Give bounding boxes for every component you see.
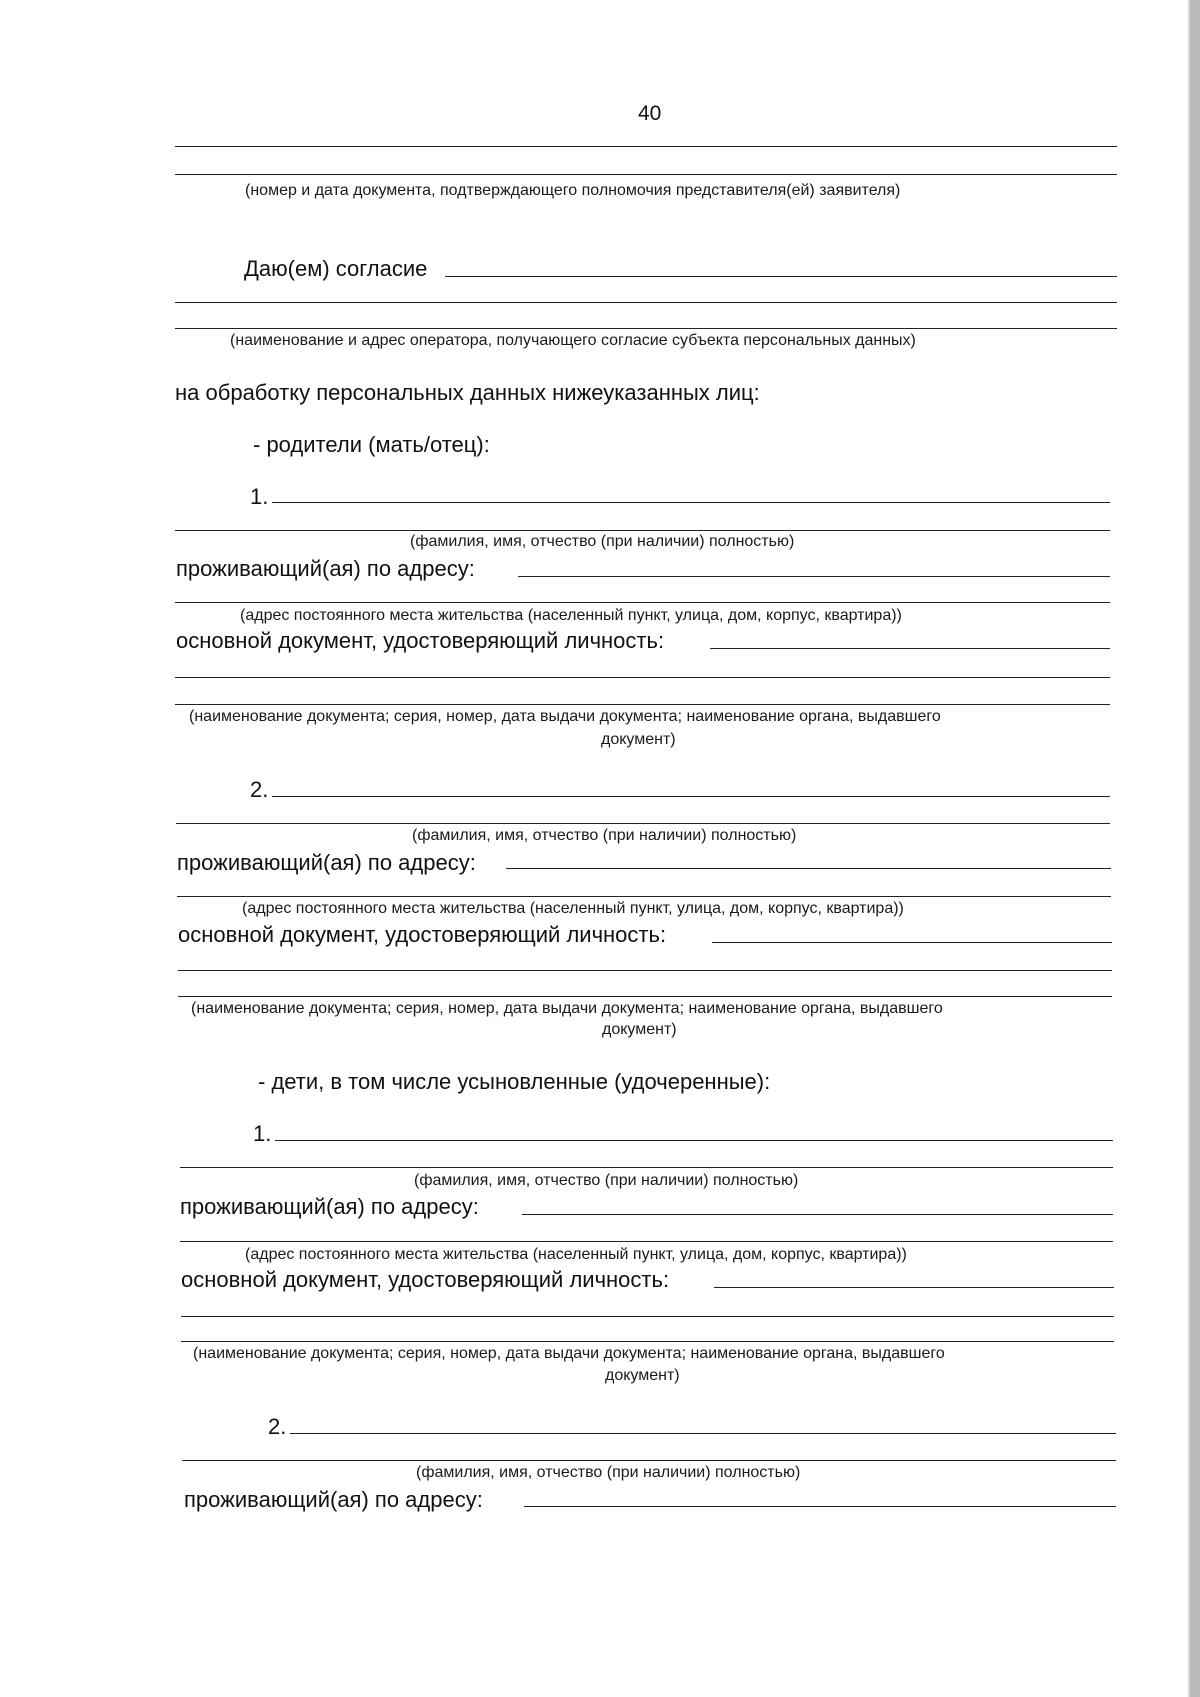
parent2-id-label: основной документ, удостоверяющий личность:: [178, 922, 667, 947]
operator-line-3[interactable]: [175, 328, 1117, 329]
parent1-id-label: основной документ, удостоверяющий личность:: [176, 628, 665, 653]
parent2-name-line-1[interactable]: [272, 796, 1110, 797]
child1-address-caption: (адрес постоянного места жительства (населенный пункт, улица, дом, корпус, квартира)): [245, 1246, 907, 1263]
child2-address-label: проживающий(ая) по адресу:: [184, 1487, 483, 1512]
parent1-id-caption-2: документ): [601, 731, 676, 748]
operator-line-1[interactable]: [445, 276, 1117, 277]
child1-id-line-2[interactable]: [181, 1316, 1114, 1317]
parent2-name-line-2[interactable]: [176, 823, 1110, 824]
parent1-address-caption: (адрес постоянного места жительства (населенный пункт, улица, дом, корпус, квартира)): [240, 607, 902, 624]
consent-label: Даю(ем) согласие: [244, 256, 428, 281]
parent1-fio-caption: (фамилия, имя, отчество (при наличии) полностью): [410, 533, 795, 550]
child2-number: 2.: [268, 1414, 287, 1439]
parent2-id-line-1[interactable]: [712, 942, 1112, 943]
child1-fio-caption: (фамилия, имя, отчество (при наличии) полностью): [414, 1172, 799, 1189]
child1-name-line-1[interactable]: [275, 1140, 1113, 1141]
parent1-address-line-2[interactable]: [175, 602, 1110, 603]
parent1-number: 1.: [250, 484, 269, 509]
rep-document-caption: (номер и дата документа, подтверждающего полномочия представителя(ей) заявителя): [245, 182, 901, 199]
intro-text: на обработку персональных данных нижеуказанных лиц:: [175, 380, 760, 405]
operator-caption: (наименование и адрес оператора, получающего согласие субъекта персональных данных): [230, 332, 916, 349]
parent2-fio-caption: (фамилия, имя, отчество (при наличии) полностью): [412, 827, 797, 844]
parent2-address-line-1[interactable]: [506, 868, 1111, 869]
parent2-number: 2.: [250, 777, 269, 802]
parent1-id-line-2[interactable]: [175, 677, 1110, 678]
operator-line-2[interactable]: [175, 302, 1117, 303]
parent1-name-line-2[interactable]: [175, 530, 1110, 531]
parent2-id-caption-2: документ): [602, 1021, 677, 1038]
child1-number: 1.: [253, 1121, 272, 1146]
child2-name-line-2[interactable]: [182, 1460, 1116, 1461]
parent2-id-line-3[interactable]: [178, 996, 1112, 997]
parent2-id-line-2[interactable]: [178, 970, 1112, 971]
rep-document-line-2[interactable]: [175, 174, 1117, 175]
parents-heading: - родители (мать/отец):: [253, 432, 490, 457]
child1-address-line-2[interactable]: [180, 1241, 1113, 1242]
page-number: 40: [638, 102, 662, 125]
child1-address-line-1[interactable]: [522, 1214, 1113, 1215]
parent2-address-label: проживающий(ая) по адресу:: [177, 850, 476, 875]
child1-id-caption-2: документ): [605, 1367, 680, 1384]
child1-id-label: основной документ, удостоверяющий личность:: [181, 1267, 670, 1292]
parent2-id-caption-1: (наименование документа; серия, номер, дата выдачи документа; наименование органа, выдавшего: [191, 1000, 943, 1017]
parent1-id-line-1[interactable]: [710, 648, 1110, 649]
child2-name-line-1[interactable]: [290, 1433, 1116, 1434]
parent1-name-line-1[interactable]: [272, 502, 1110, 503]
parent1-id-line-3[interactable]: [175, 704, 1110, 705]
rep-document-line-1[interactable]: [175, 146, 1117, 147]
parent2-address-line-2[interactable]: [177, 896, 1111, 897]
parent2-address-caption: (адрес постоянного места жительства (населенный пункт, улица, дом, корпус, квартира)): [242, 900, 904, 917]
parent1-address-label: проживающий(ая) по адресу:: [176, 556, 475, 581]
child2-fio-caption: (фамилия, имя, отчество (при наличии) полностью): [416, 1464, 801, 1481]
child1-name-line-2[interactable]: [180, 1167, 1113, 1168]
child1-id-caption-1: (наименование документа; серия, номер, дата выдачи документа; наименование органа, выдавшего: [193, 1345, 945, 1362]
children-heading: - дети, в том числе усыновленные (удочеренные):: [258, 1069, 771, 1094]
child1-id-line-1[interactable]: [714, 1287, 1114, 1288]
parent1-address-line-1[interactable]: [518, 576, 1110, 577]
child1-id-line-3[interactable]: [181, 1341, 1114, 1342]
child1-address-label: проживающий(ая) по адресу:: [180, 1194, 479, 1219]
parent1-id-caption-1: (наименование документа; серия, номер, дата выдачи документа; наименование органа, выдавшего: [189, 708, 941, 725]
child2-address-line-1[interactable]: [524, 1506, 1116, 1507]
